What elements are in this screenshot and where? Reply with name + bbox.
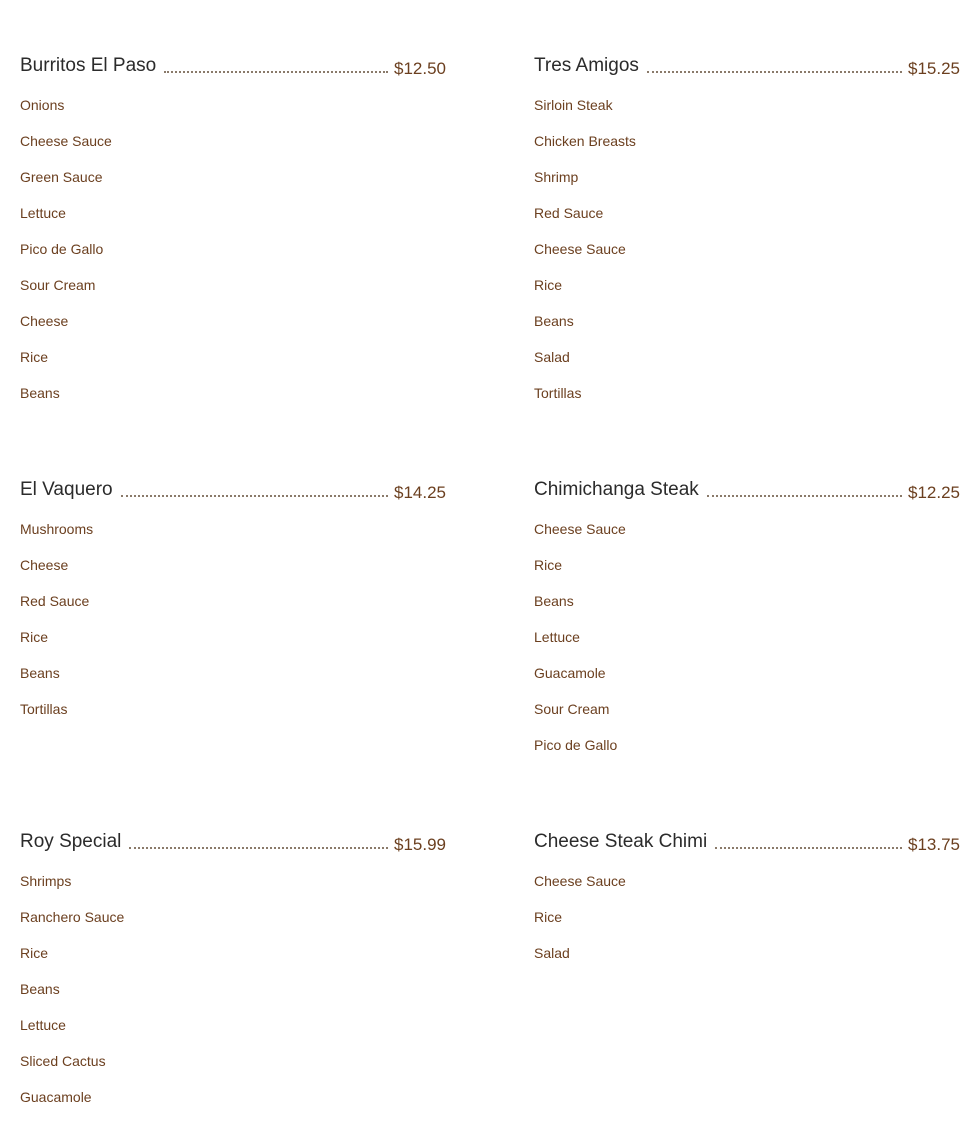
menu-item-price: $13.75: [908, 835, 960, 854]
menu-item-name: El Vaquero: [20, 479, 113, 500]
ingredient: Beans: [534, 593, 574, 609]
menu-item-header: [20, 474, 446, 502]
ingredient: Guacamole: [20, 1089, 92, 1105]
ingredient: Pico de Gallo: [20, 241, 104, 257]
dot-leader: [647, 70, 902, 73]
ingredient-list: [20, 872, 446, 1124]
ingredient: Cheese: [20, 313, 69, 329]
ingredient: Red Sauce: [20, 593, 90, 609]
ingredient: Ranchero Sauce: [20, 909, 125, 925]
ingredient: Lettuce: [20, 205, 66, 221]
dot-leader: [129, 846, 388, 849]
ingredient: Cheese: [20, 557, 69, 573]
dot-leader: [715, 846, 902, 849]
menu-item-price: $15.99: [394, 835, 446, 854]
dot-leader: [121, 494, 388, 497]
dot-leader: [164, 70, 388, 73]
ingredient: Mushrooms: [20, 521, 94, 537]
ingredient: Rice: [20, 629, 49, 645]
ingredient: Rice: [20, 945, 49, 961]
menu-item-tres-amigos: [534, 50, 960, 420]
menu-item-name: Burritos El Paso: [20, 55, 157, 76]
menu-item-header: [534, 474, 960, 502]
ingredient: Sirloin Steak: [534, 97, 613, 113]
menu-item-burritos-el-paso: [20, 50, 446, 420]
menu-item-header: [20, 50, 446, 78]
ingredient: Green Sauce: [20, 169, 103, 185]
ingredient: Salad: [534, 945, 570, 961]
ingredient: Rice: [534, 277, 563, 293]
menu-item-chimichanga-steak: [534, 474, 960, 772]
ingredient-list: [534, 520, 960, 772]
ingredient: Chicken Breasts: [534, 133, 636, 149]
ingredient-list: [534, 872, 960, 980]
ingredient: Guacamole: [534, 665, 606, 681]
ingredient: Cheese Sauce: [20, 133, 112, 149]
ingredient: Shrimps: [20, 873, 72, 889]
ingredient: Lettuce: [20, 1017, 66, 1033]
ingredient: Red Sauce: [534, 205, 604, 221]
menu-item-price: $15.25: [908, 59, 960, 78]
ingredient-list: [20, 520, 446, 736]
ingredient: Sour Cream: [20, 277, 96, 293]
ingredient: Shrimp: [534, 169, 579, 185]
ingredient: Tortillas: [20, 701, 68, 717]
menu-item-cheese-steak-chimi: [534, 826, 960, 980]
ingredient: Cheese Sauce: [534, 241, 626, 257]
menu-item-price: $14.25: [394, 483, 446, 502]
ingredient: Rice: [20, 349, 49, 365]
ingredient: Beans: [534, 313, 574, 329]
ingredient: Tortillas: [534, 385, 582, 401]
ingredient: Lettuce: [534, 629, 580, 645]
menu-item-header: [534, 50, 960, 78]
ingredient: Beans: [20, 981, 60, 997]
ingredient-list: [20, 96, 446, 420]
ingredient: Sour Cream: [534, 701, 610, 717]
menu-item-name: Tres Amigos: [534, 55, 639, 76]
ingredient: Onions: [20, 97, 65, 113]
ingredient: Rice: [534, 557, 563, 573]
menu-item-price: $12.25: [908, 483, 960, 502]
menu-item-el-vaquero: [20, 474, 446, 736]
dot-leader: [707, 494, 902, 497]
ingredient: Cheese Sauce: [534, 873, 626, 889]
menu-item-name: Chimichanga Steak: [534, 479, 699, 500]
ingredient-list: [534, 96, 960, 420]
ingredient: Sliced Cactus: [20, 1053, 106, 1069]
menu-item-name: Roy Special: [20, 831, 122, 852]
menu-item-name: Cheese Steak Chimi: [534, 831, 708, 852]
ingredient: Rice: [534, 909, 563, 925]
menu-item-price: $12.50: [394, 59, 446, 78]
ingredient: Salad: [534, 349, 570, 365]
menu-item-header: [534, 826, 960, 854]
ingredient: Cheese Sauce: [534, 521, 626, 537]
ingredient: Beans: [20, 665, 60, 681]
ingredient: Pico de Gallo: [534, 737, 618, 753]
ingredient: Beans: [20, 385, 60, 401]
menu-item-header: [20, 826, 446, 854]
menu-item-roy-special: [20, 826, 446, 1124]
